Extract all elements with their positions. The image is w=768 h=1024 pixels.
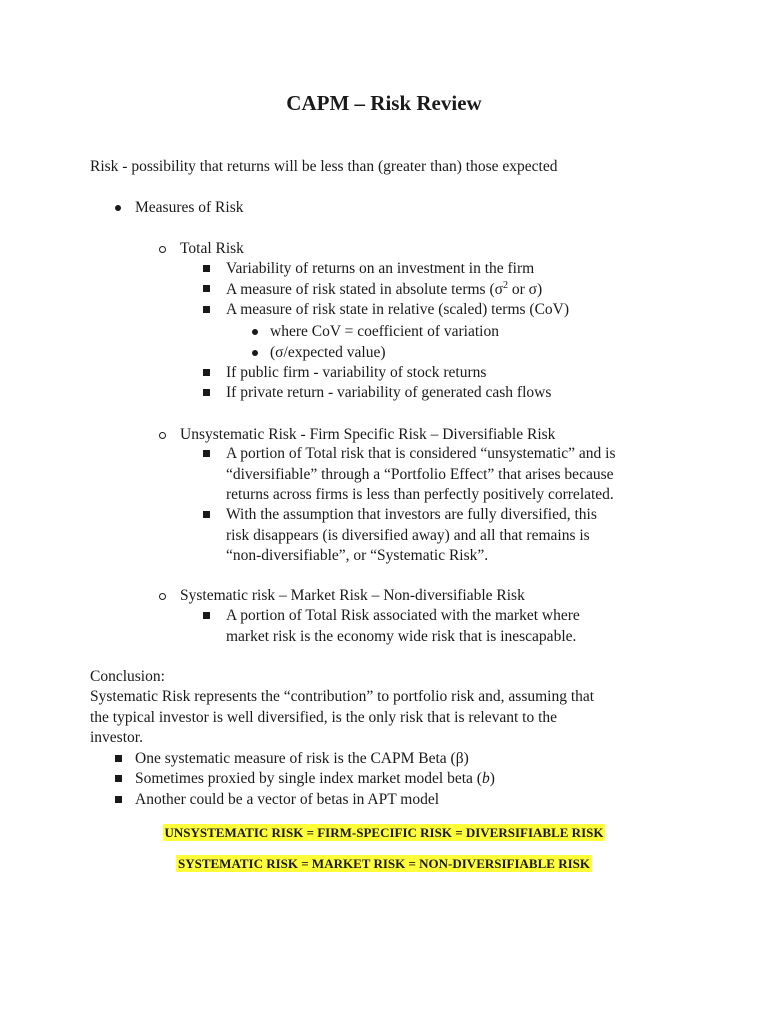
bullet-circle-icon [159,432,166,439]
unsystematic-item-1-line-1: A portion of Total risk that is considered “unsystematic” and is [226,445,616,462]
systematic-item-1-line-2: market risk is the economy wide risk that is inescapable. [226,628,577,645]
total-risk-heading: Total Risk [180,240,244,257]
conclusion-item-3: Another could be a vector of betas in APT model [135,791,440,808]
unsystematic-item-1-line-3: returns across firms is less than perfectly positively correlated. [226,486,614,503]
bullet-dot-icon [115,205,121,211]
unsystematic-item-1-line-2: “diversifiable” through a “Portfolio Effect” that arises because [226,466,614,483]
bullet-square-icon [203,306,210,313]
measures-heading: Measures of Risk [135,199,244,216]
bullet-dot-icon [252,329,258,335]
bullet-circle-icon [159,246,166,253]
bullet-dot-icon [252,350,258,356]
systematic-heading: Systematic risk – Market Risk – Non-diversifiable Risk [180,587,525,604]
total-risk-item-5: If private return - variability of generated cash flows [226,384,552,401]
bullet-square-icon [203,369,210,376]
bullet-square-icon [203,265,210,272]
unsystematic-item-2-line-3: “non-diversifiable”, or “Systematic Risk”. [226,547,489,564]
cov-formula: (σ/expected value) [270,344,386,361]
unsystematic-heading: Unsystematic Risk - Firm Specific Risk – Diversifiable Risk [180,426,556,443]
conclusion-item-2: Sometimes proxied by single index market model beta (b) [135,770,495,787]
systematic-item-1-line-1: A portion of Total Risk associated with the market where [226,607,580,624]
unsystematic-item-2-line-2: risk disappears (is diversified away) and all that remains is [226,527,590,544]
total-risk-item-4: If public firm - variability of stock returns [226,364,487,381]
cov-definition: where CoV = coefficient of variation [270,323,499,340]
page-title: CAPM – Risk Review [286,91,482,115]
bullet-square-icon [203,450,210,457]
unsystematic-item-2-line-1: With the assumption that investors are fully diversified, this [226,506,597,523]
bullet-circle-icon [159,593,166,600]
bullet-square-icon [115,796,122,803]
risk-definition: Risk - possibility that returns will be less than (greater than) those expected [90,158,558,175]
bullet-square-icon [115,775,122,782]
conclusion-line-2: the typical investor is well diversified, is the only risk that is relevant to the [90,709,558,726]
conclusion-line-1: Systematic Risk represents the “contribution” to portfolio risk and, assuming that [90,688,595,705]
conclusion-line-3: investor. [90,729,143,746]
bullet-square-icon [203,612,210,619]
bullet-square-icon [203,285,210,292]
total-risk-item-2: A measure of risk stated in absolute terms ($\sigma^2$ or σ) [226,279,543,298]
bullet-square-icon [115,755,122,762]
conclusion-item-1: One systematic measure of risk is the CAPM Beta (β) [135,750,469,767]
bullet-square-icon [203,389,210,396]
conclusion-label: Conclusion: [90,668,165,685]
highlight-unsystematic: UNSYSTEMATIC RISK = FIRM-SPECIFIC RISK = DIVERSIFIABLE RISK [164,825,604,840]
bullet-square-icon [203,511,210,518]
total-risk-item-1: Variability of returns on an investment in the firm [226,260,535,277]
total-risk-item-3: A measure of risk state in relative (scaled) terms (CoV) [226,301,570,318]
highlight-systematic: SYSTEMATIC RISK = MARKET RISK = NON-DIVERSIFIABLE RISK [177,856,590,871]
